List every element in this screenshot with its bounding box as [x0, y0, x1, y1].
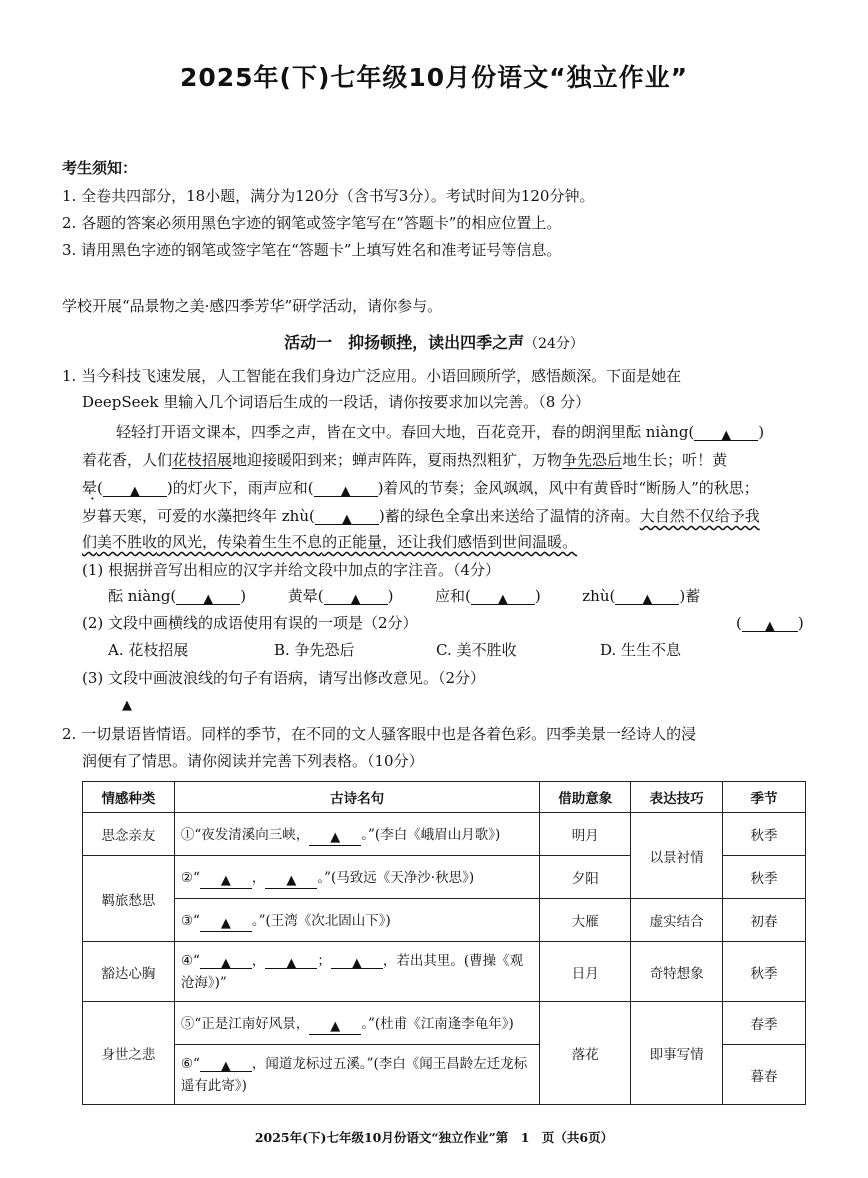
q1-stem-2: DeepSeek 里输入几个词语后生成的一段话，请你按要求加以完善。（8 分） [82, 393, 591, 411]
q1-options: A. 花枝招展 B. 争先恐后 C. 美不胜收 D. 生生不息 [108, 641, 682, 659]
activity1-title: 活动一 抑扬顿挫，读出四季之声 [284, 333, 525, 352]
passage-line-4: 岁暮天寒，可爱的水藻把终年 zhù( ▲ )蓄的绿色全拿出来送给了温情的济南。大自然不仅给予我 [82, 507, 760, 527]
q1-stem-1: 1. 当今科技飞速发展，人工智能在我们身边广泛应用。小语回顾所学，感悟颇深。下面是她在 [62, 367, 682, 385]
notice-item-3: 3. 请用黑色字迹的钢笔或签字笔在“答题卡”上填写姓名和准考证号等信息。 [62, 241, 562, 259]
q1-fill-row: 酝 niàng( ▲ ) 黄晕( ▲ ) 应和( ▲ ) zhù( ▲ )蓄 [108, 587, 701, 607]
table-row: 羁旅愁思 ②“ ▲ ， ▲ 。”(马致远《天净沙·秋思》) 夕阳 秋季 [83, 856, 806, 899]
table-row: ⑥“ ▲ ，闻道龙标过五溪。”(李白《闻王昌龄左迁龙标遥有此寄》) 暮春 [83, 1045, 806, 1105]
table-header-row: 情感种类 古诗名句 借助意象 表达技巧 季节 [83, 782, 806, 813]
answer-blank: ▲ [471, 588, 535, 605]
passage-line-3: 晕( · ▲ )的灯火下，雨声应和( ▲ )着风的节奏；金风飒飒，风中有黄昏时“断肠人”的秋思； [82, 478, 759, 498]
passage-line-1: 轻轻打开语文课本，四季之声，皆在文中。春回大地，百花竞开，春的朗润里酝 niàng( ▲ ) [116, 423, 765, 443]
notice-item-2: 2. 各题的答案必须用黑色字迹的钢笔或签字笔写在“答题卡”的相应位置上。 [62, 214, 562, 232]
answer-blank: ▲ [324, 588, 388, 605]
notice-item-1: 1. 全卷共四部分，18小题，满分为120分（含书写3分）。考试时间为120分钟。 [62, 187, 595, 205]
passage-line-5: 们美不胜收的风光，传染着生生不息的正能量，还让我们感悟到世间温暖。 [82, 533, 578, 551]
q1-sub1: (1) 根据拼音写出相应的汉字并给文段中加点的字注音。（4分） [82, 561, 501, 579]
q2-stem-2: 润便有了情思。请你阅读并完善下列表格。（10分） [82, 752, 424, 770]
activity1-points: （24分） [524, 336, 584, 352]
answer-blank: ▲ [694, 424, 758, 441]
passage-line-2: 着花香，人们花枝招展地迎接暖阳到来；蝉声阵阵，夏雨热烈粗犷，万物争先恐后地生长；听！黄 [82, 451, 728, 469]
notice-heading: 考生须知： [62, 159, 138, 177]
table-row: 思念亲友 ①“夜发清溪向三峡， ▲ 。”(李白《峨眉山月歌》) 明月 以景衬情 秋季 [83, 813, 806, 856]
q1-sub2: (2) 文段中画横线的成语使用有误的一项是（2分） [82, 614, 418, 632]
q1-sub3: (3) 文段中画波浪线的句子有语病，请写出修改意见。（2分） [82, 669, 486, 687]
table-row: ③“ ▲ 。”(王湾《次北固山下》) 大雁 虚实结合 初春 [83, 899, 806, 942]
q1-sub2-answer: ( ▲ ) [736, 614, 804, 634]
answer-blank: ▲ [103, 480, 167, 497]
table-row: 身世之悲 ⑤“正是江南好风景， ▲ 。”(杜甫《江南逢李龟年》) 落花 即事写情 春季 [83, 1002, 806, 1045]
intro-text: 学校开展“品景物之美·感四季芳华”研学活动，请你参与。 [62, 297, 443, 315]
q2-stem-1: 2. 一切景语皆情语。同样的季节，在不同的文人骚客眼中也是各着色彩。四季美景一经诗人的浸 [62, 725, 697, 743]
activity1-heading [0, 330, 868, 353]
q1-sub3-answer: ▲ [122, 698, 132, 713]
answer-blank: ▲ [615, 588, 679, 605]
page-title: 2025年(下)七年级10月份语文“独立作业” [179, 63, 689, 92]
answer-blank: ▲ [314, 480, 378, 497]
poetry-table [82, 781, 806, 1105]
page-footer: 2025年(下)七年级10月份语文“独立作业”第 1 页（共6页） [254, 1130, 614, 1145]
answer-blank: ▲ [176, 588, 240, 605]
answer-blank: ▲ [315, 508, 379, 525]
table-row: 豁达心胸 ④“ ▲ ， ▲ ； ▲ ，若出其里。(曹操《观沧海》)” 日月 奇特想象 秋季 [83, 942, 806, 1002]
